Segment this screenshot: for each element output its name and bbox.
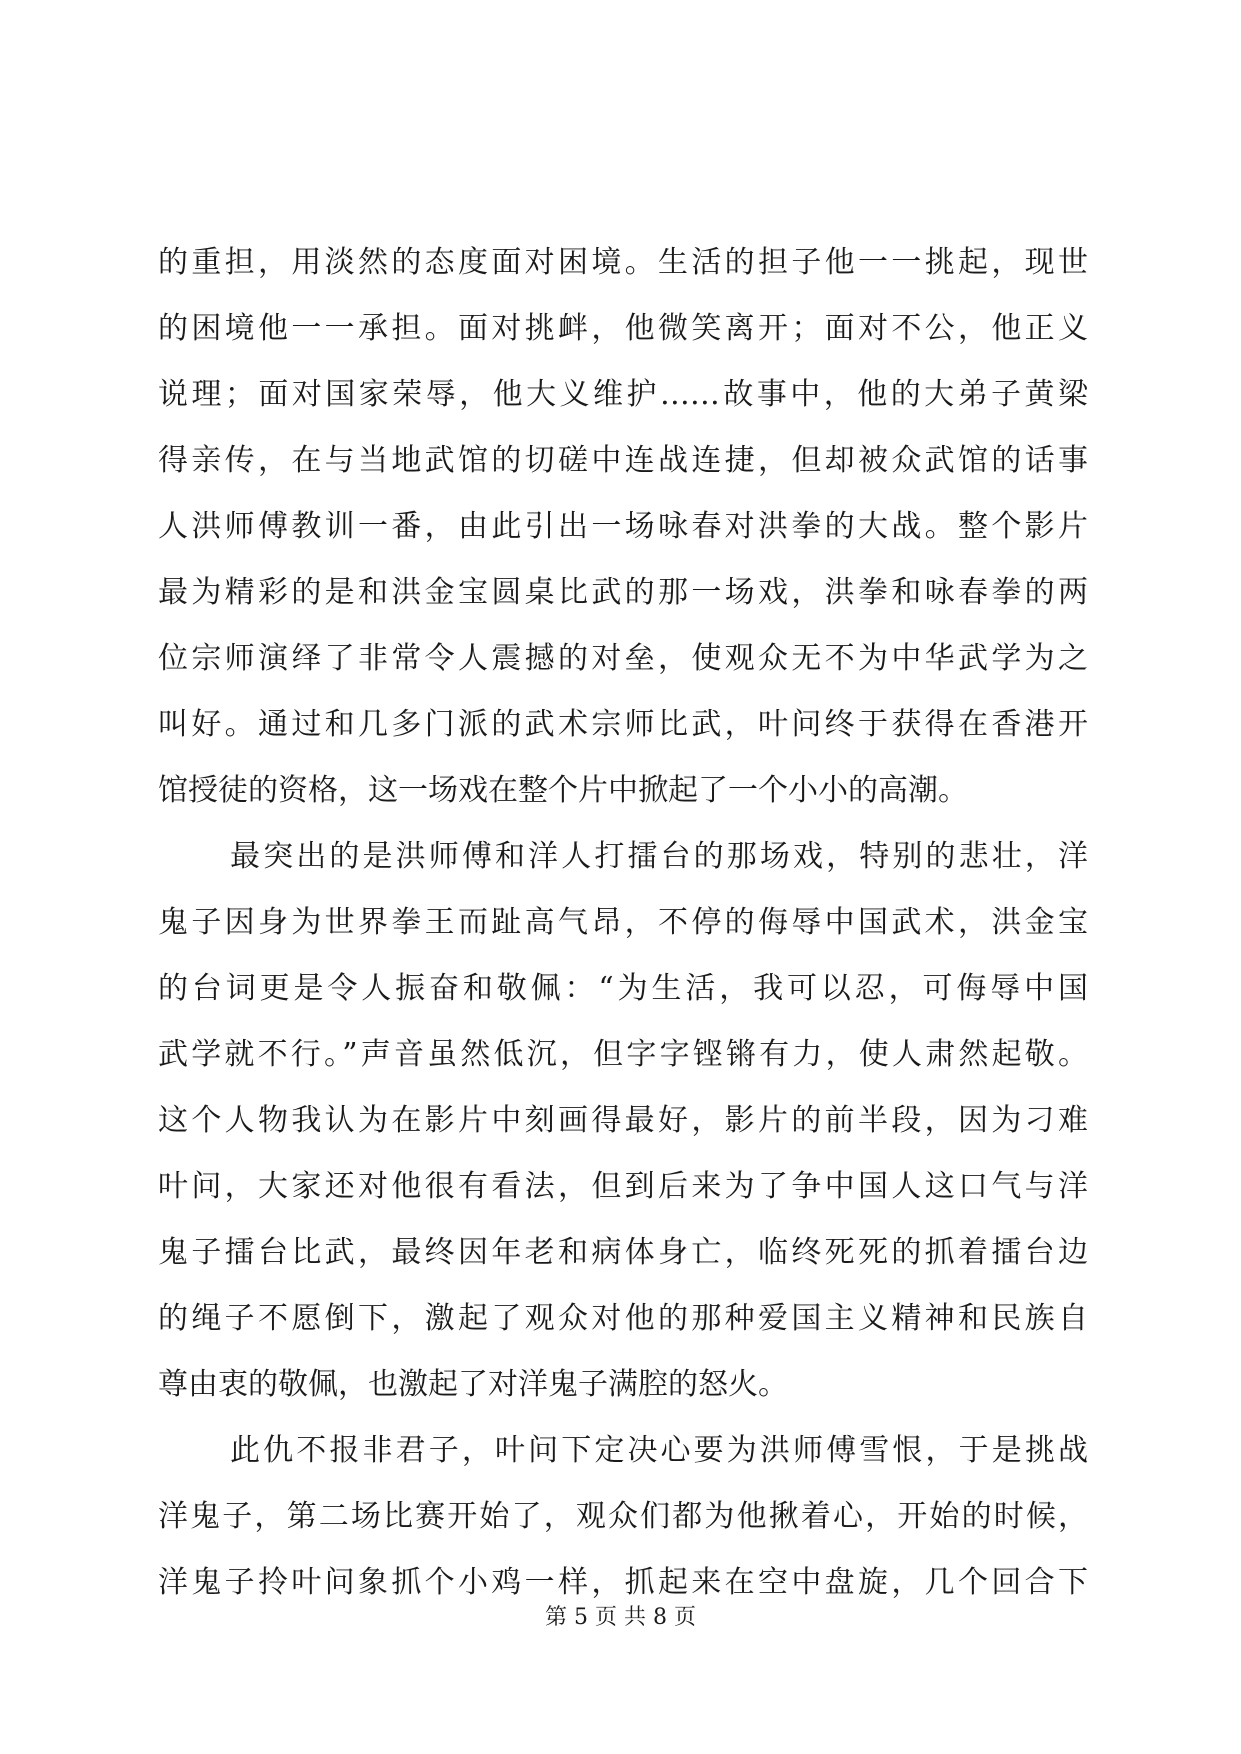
- text-line: 叫好。通过和几多门派的武术宗师比武，叶问终于获得在香港开: [158, 707, 1088, 742]
- text-line: 的困境他一一承担。面对挑衅，他微笑离开；面对不公，他正义: [158, 311, 1088, 346]
- text-line: 鬼子因身为世界拳王而趾高气昂，不停的侮辱中国武术，洪金宝: [158, 905, 1088, 940]
- text-line: 说理；面对国家荣辱，他大义维护……故事中，他的大弟子黄梁: [158, 377, 1088, 412]
- text-line: 叶问，大家还对他很有看法，但到后来为了争中国人这口气与洋: [158, 1169, 1088, 1204]
- text-line: 最为精彩的是和洪金宝圆桌比武的那一场戏，洪拳和咏春拳的两: [158, 575, 1088, 610]
- paragraph: [158, 1418, 1088, 1616]
- body-text: [158, 230, 1088, 1616]
- text-line: 的重担，用淡然的态度面对困境。生活的担子他一一挑起，现世: [158, 245, 1088, 280]
- text-line: 洋鬼子，第二场比赛开始了，观众们都为他揪着心，开始的时候，: [158, 1499, 1088, 1534]
- text-line: 鬼子擂台比武，最终因年老和病体身亡，临终死死的抓着擂台边: [158, 1235, 1088, 1270]
- text-line: 得亲传，在与当地武馆的切磋中连战连捷，但却被众武馆的话事: [158, 443, 1088, 478]
- text-line: 这个人物我认为在影片中刻画得最好，影片的前半段，因为刁难: [158, 1103, 1088, 1138]
- paragraph: [158, 230, 1088, 824]
- text-line: 位宗师演绎了非常令人震撼的对垒，使观众无不为中华武学为之: [158, 641, 1088, 676]
- text-line: 洋鬼子拎叶问象抓个小鸡一样，抓起来在空中盘旋，几个回合下: [158, 1565, 1088, 1600]
- paragraph: [158, 824, 1088, 1418]
- text-line: 最突出的是洪师傅和洋人打擂台的那场戏，特别的悲壮，洋: [230, 839, 1088, 874]
- text-line: 此仇不报非君子，叶问下定决心要为洪师傅雪恨，于是挑战: [230, 1433, 1088, 1468]
- text-line: 的绳子不愿倒下，激起了观众对他的那种爱国主义精神和民族自: [158, 1301, 1088, 1336]
- text-line: 人洪师傅教训一番，由此引出一场咏春对洪拳的大战。整个影片: [158, 509, 1088, 544]
- text-line: 的台词更是令人振奋和敬佩：“为生活，我可以忍，可侮辱中国: [158, 971, 1088, 1006]
- page-number-footer: 第 5 页 共 8 页: [545, 1605, 696, 1630]
- text-line: 馆授徒的资格，这一场戏在整个片中掀起了一个小小的高潮。: [158, 773, 968, 808]
- text-line: 尊由衷的敬佩，也激起了对洋鬼子满腔的怒火。: [158, 1367, 788, 1402]
- text-line: 武学就不行。”声音虽然低沉，但字字铿锵有力，使人肃然起敬。: [158, 1037, 1088, 1072]
